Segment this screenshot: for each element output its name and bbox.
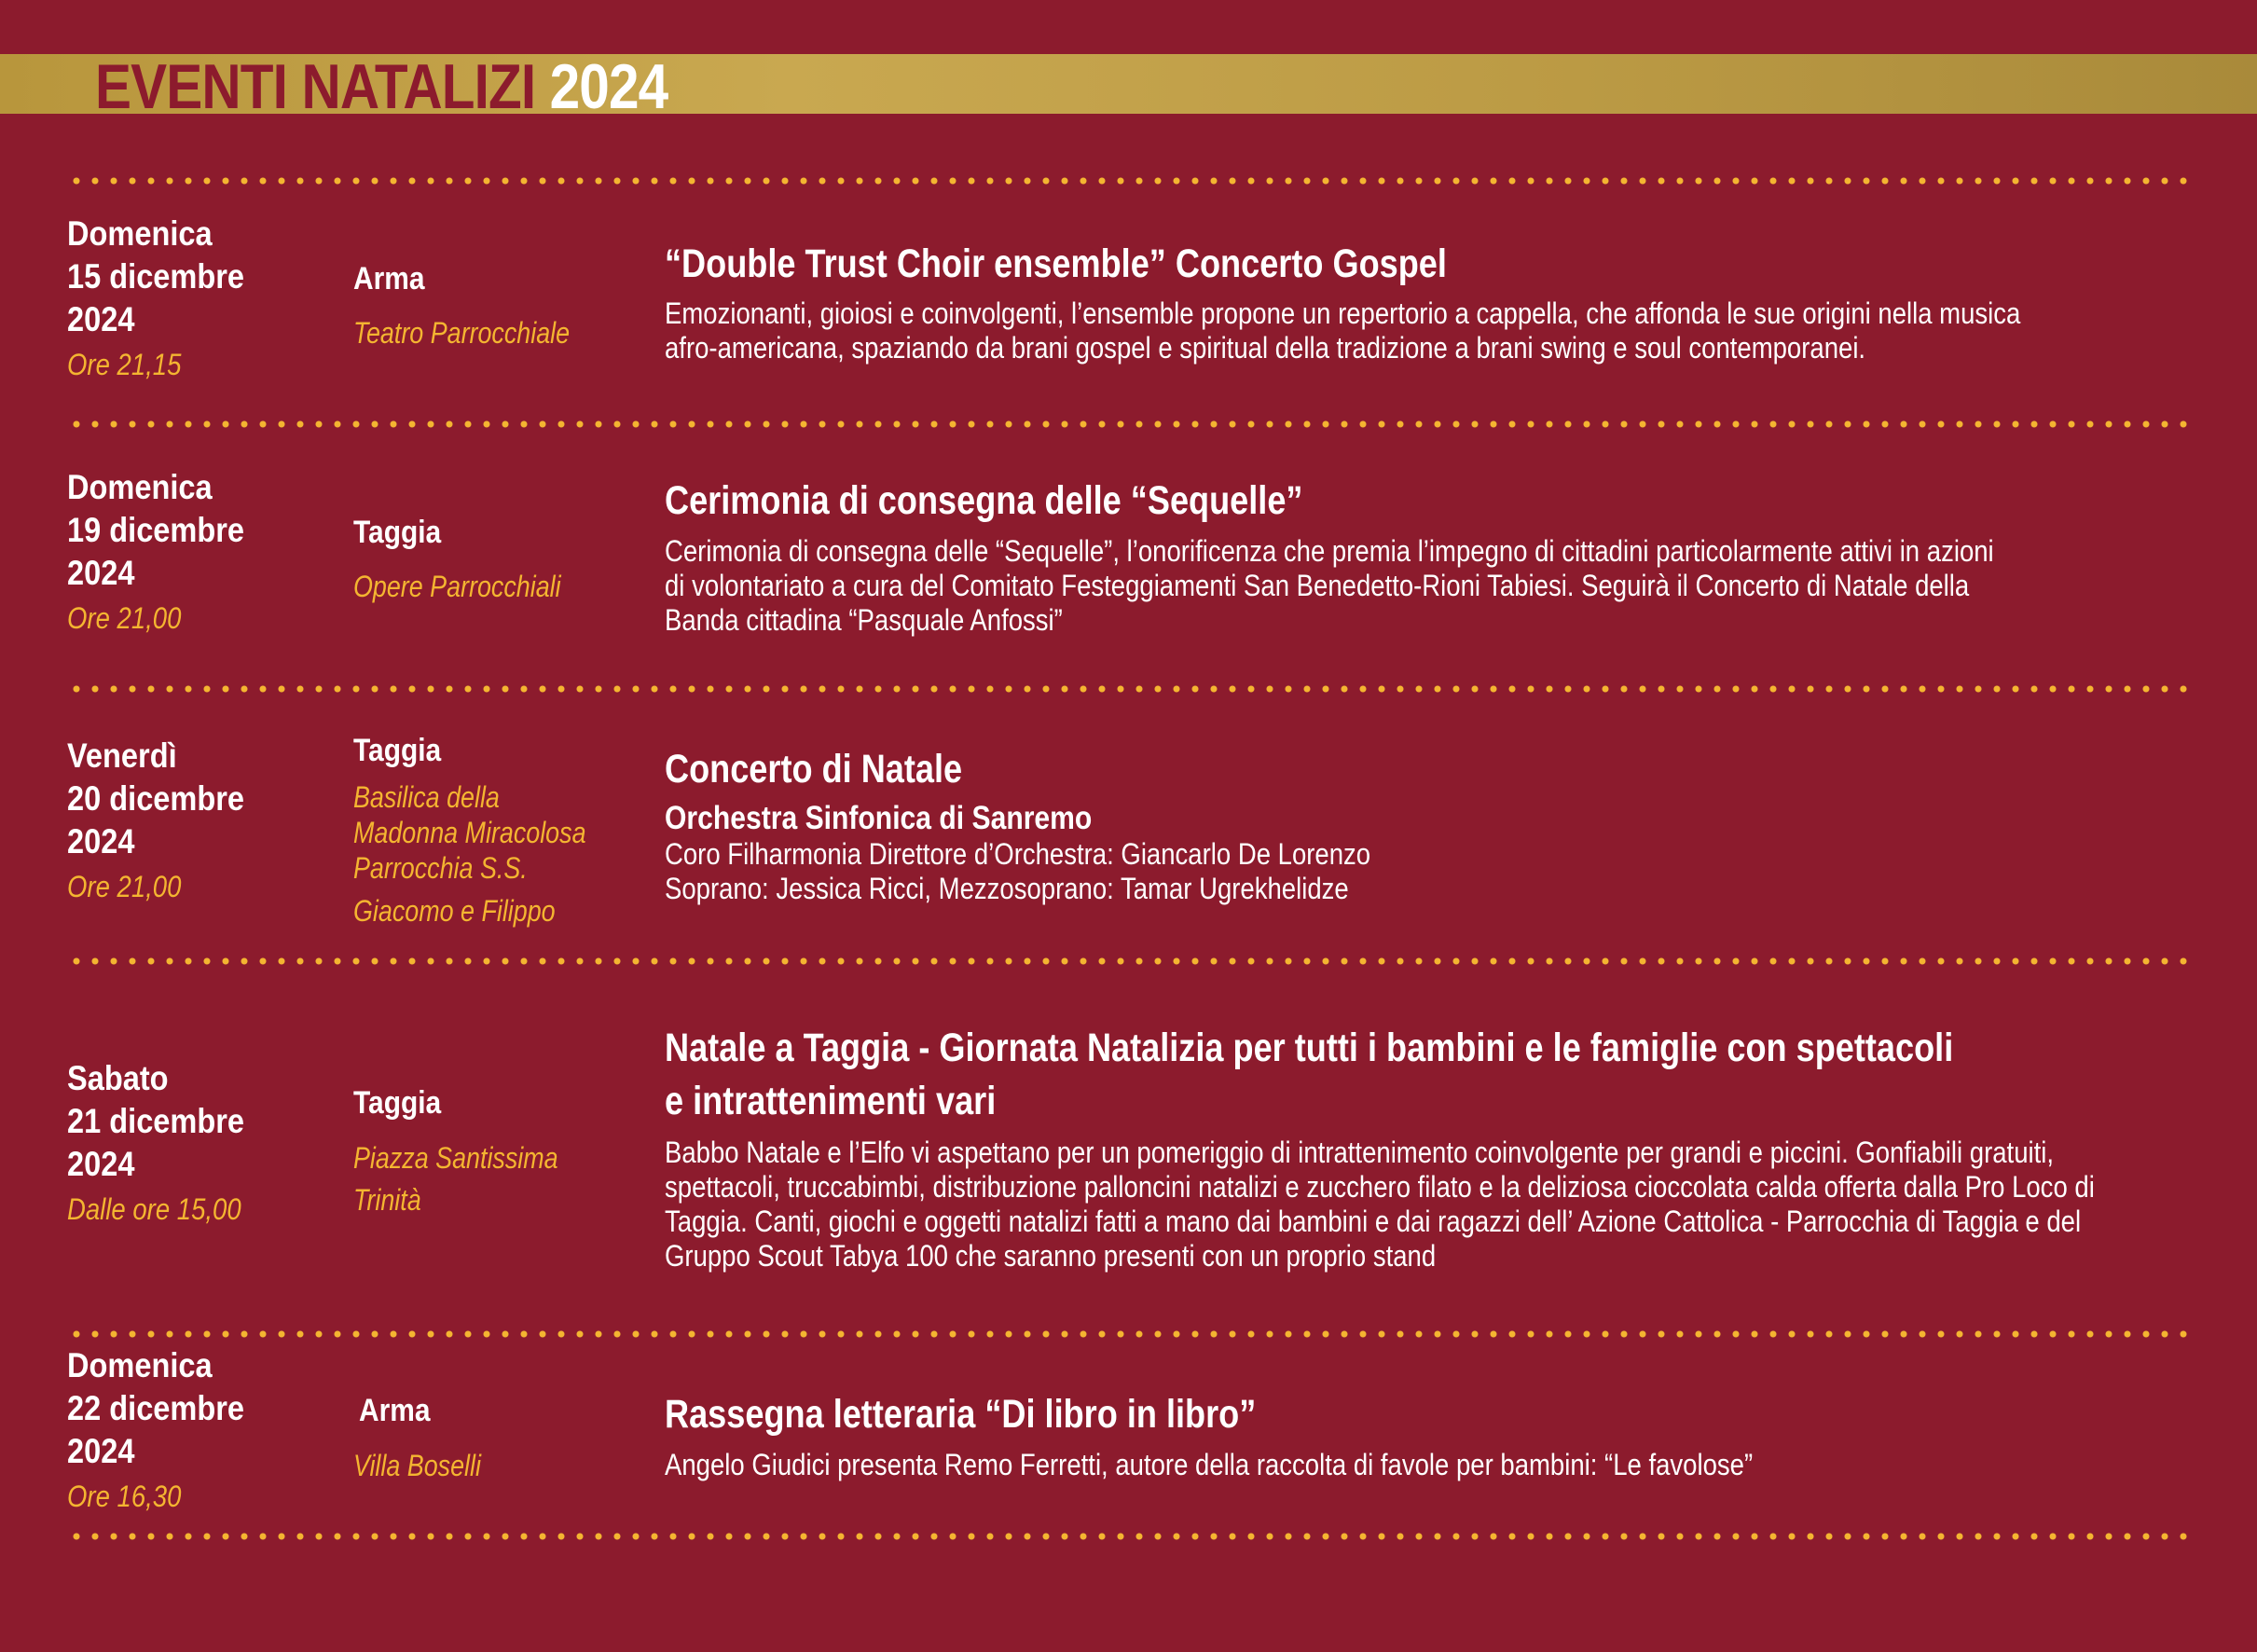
event-venue: Basilica della	[353, 780, 500, 814]
event-year: 2024	[67, 300, 135, 338]
event-title: e intrattenimenti vari	[665, 1079, 997, 1123]
event-title: Cerimonia di consegna delle “Sequelle”	[665, 478, 1303, 523]
event-title: Rassegna letteraria “Di libro in libro”	[665, 1392, 1257, 1437]
dotted-divider	[67, 420, 2193, 428]
event-venue: Villa Boselli	[353, 1449, 481, 1482]
event-description: Cerimonia di consegna delle “Sequelle”, l’onorificenza che premia l’impegno di cittadini particolarmente attivi in azioni	[665, 534, 1994, 568]
event-town: Arma	[353, 261, 425, 296]
event-year: 2024	[67, 554, 135, 592]
event-day: Domenica	[67, 1346, 213, 1384]
event-day: Sabato	[67, 1059, 169, 1097]
page-title-year: 2024	[549, 51, 668, 122]
event-subtitle: Orchestra Sinfonica di Sanremo	[665, 800, 1093, 836]
event-venue: Giacomo e Filippo	[353, 894, 556, 928]
event-description: Gruppo Scout Tabya 100 che saranno presenti con un proprio stand	[665, 1239, 1437, 1273]
event-day: Domenica	[67, 214, 213, 253]
event-day: Domenica	[67, 468, 213, 506]
event-date: 20 dicembre	[67, 779, 245, 818]
event-venue: Teatro Parrocchiale	[353, 316, 571, 350]
event-date: 22 dicembre	[67, 1389, 245, 1427]
dotted-divider	[67, 177, 2193, 185]
event-description: Soprano: Jessica Ricci, Mezzosoprano: Tamar Ugrekhelidze	[665, 872, 1349, 905]
event-time: Dalle ore 15,00	[67, 1192, 241, 1226]
event-venue: Madonna Miracolosa	[353, 816, 586, 849]
event-town: Taggia	[353, 1085, 442, 1121]
event-description: Taggia. Canti, giochi e oggetti natalizi fatti a mano dai bambini e dai ragazzi dell’ Azione Cattolica - Parrocchia di Taggia e del	[665, 1205, 2082, 1238]
dotted-divider	[67, 1533, 2193, 1540]
event-title: “Double Trust Choir ensemble” Concerto Gospel	[665, 241, 1447, 286]
event-description: Angelo Giudici presenta Remo Ferretti, autore della raccolta di favole per bambini: “Le favolose”	[665, 1448, 1754, 1481]
event-description: Babbo Natale e l’Elfo vi aspettano per un pomeriggio di intrattenimento coinvolgente per grandi e piccini. Gonfiabili gratuiti,	[665, 1136, 2055, 1169]
event-date: 19 dicembre	[67, 511, 245, 549]
event-time: Ore 21,00	[67, 870, 182, 903]
event-description: Banda cittadina “Pasquale Anfossi”	[665, 603, 1063, 637]
event-title: Concerto di Natale	[665, 747, 963, 792]
event-town: Taggia	[353, 515, 442, 550]
event-time: Ore 16,30	[67, 1480, 182, 1513]
event-time: Ore 21,00	[67, 601, 182, 635]
event-town: Arma	[359, 1393, 431, 1428]
event-description: Coro Filharmonia Direttore d’Orchestra: Giancarlo De Lorenzo	[665, 837, 1371, 871]
event-venue: Trinità	[353, 1183, 421, 1217]
event-title: Natale a Taggia - Giornata Natalizia per tutti i bambini e le famiglie con spettacoli	[665, 1026, 1954, 1070]
event-venue: Parrocchia S.S.	[353, 851, 528, 885]
event-year: 2024	[67, 1145, 135, 1183]
event-description: Emozionanti, gioiosi e coinvolgenti, l’ensemble propone un repertorio a cappella, che affonda le sue origini nella musica	[665, 296, 2021, 330]
event-town: Taggia	[353, 733, 442, 768]
event-venue: Opere Parrocchiali	[353, 570, 561, 603]
dotted-divider	[67, 685, 2193, 693]
page-title	[95, 47, 667, 127]
event-day: Venerdì	[67, 737, 177, 775]
event-year: 2024	[67, 1432, 135, 1470]
dotted-divider	[67, 1330, 2193, 1338]
dotted-divider	[67, 957, 2193, 965]
event-venue: Piazza Santissima	[353, 1141, 558, 1175]
event-description: afro-americana, spaziando da brani gospel e spiritual della tradizione a brani swing e soul contemporanei.	[665, 331, 1866, 365]
event-description: spettacoli, truccabimbi, distribuzione palloncini natalizi e zucchero filato e la deliziosa cioccolata calda offerta dalla Pro Loco di	[665, 1170, 2095, 1204]
event-description: di volontariato a cura del Comitato Festeggiamenti San Benedetto-Rioni Tabiesi. Seguirà il Concerto di Natale della	[665, 569, 1970, 602]
event-time: Ore 21,15	[67, 348, 182, 381]
page-title-main: EVENTI NATALIZI	[95, 51, 536, 122]
event-date: 21 dicembre	[67, 1102, 245, 1140]
event-date: 15 dicembre	[67, 257, 245, 296]
event-year: 2024	[67, 822, 135, 860]
